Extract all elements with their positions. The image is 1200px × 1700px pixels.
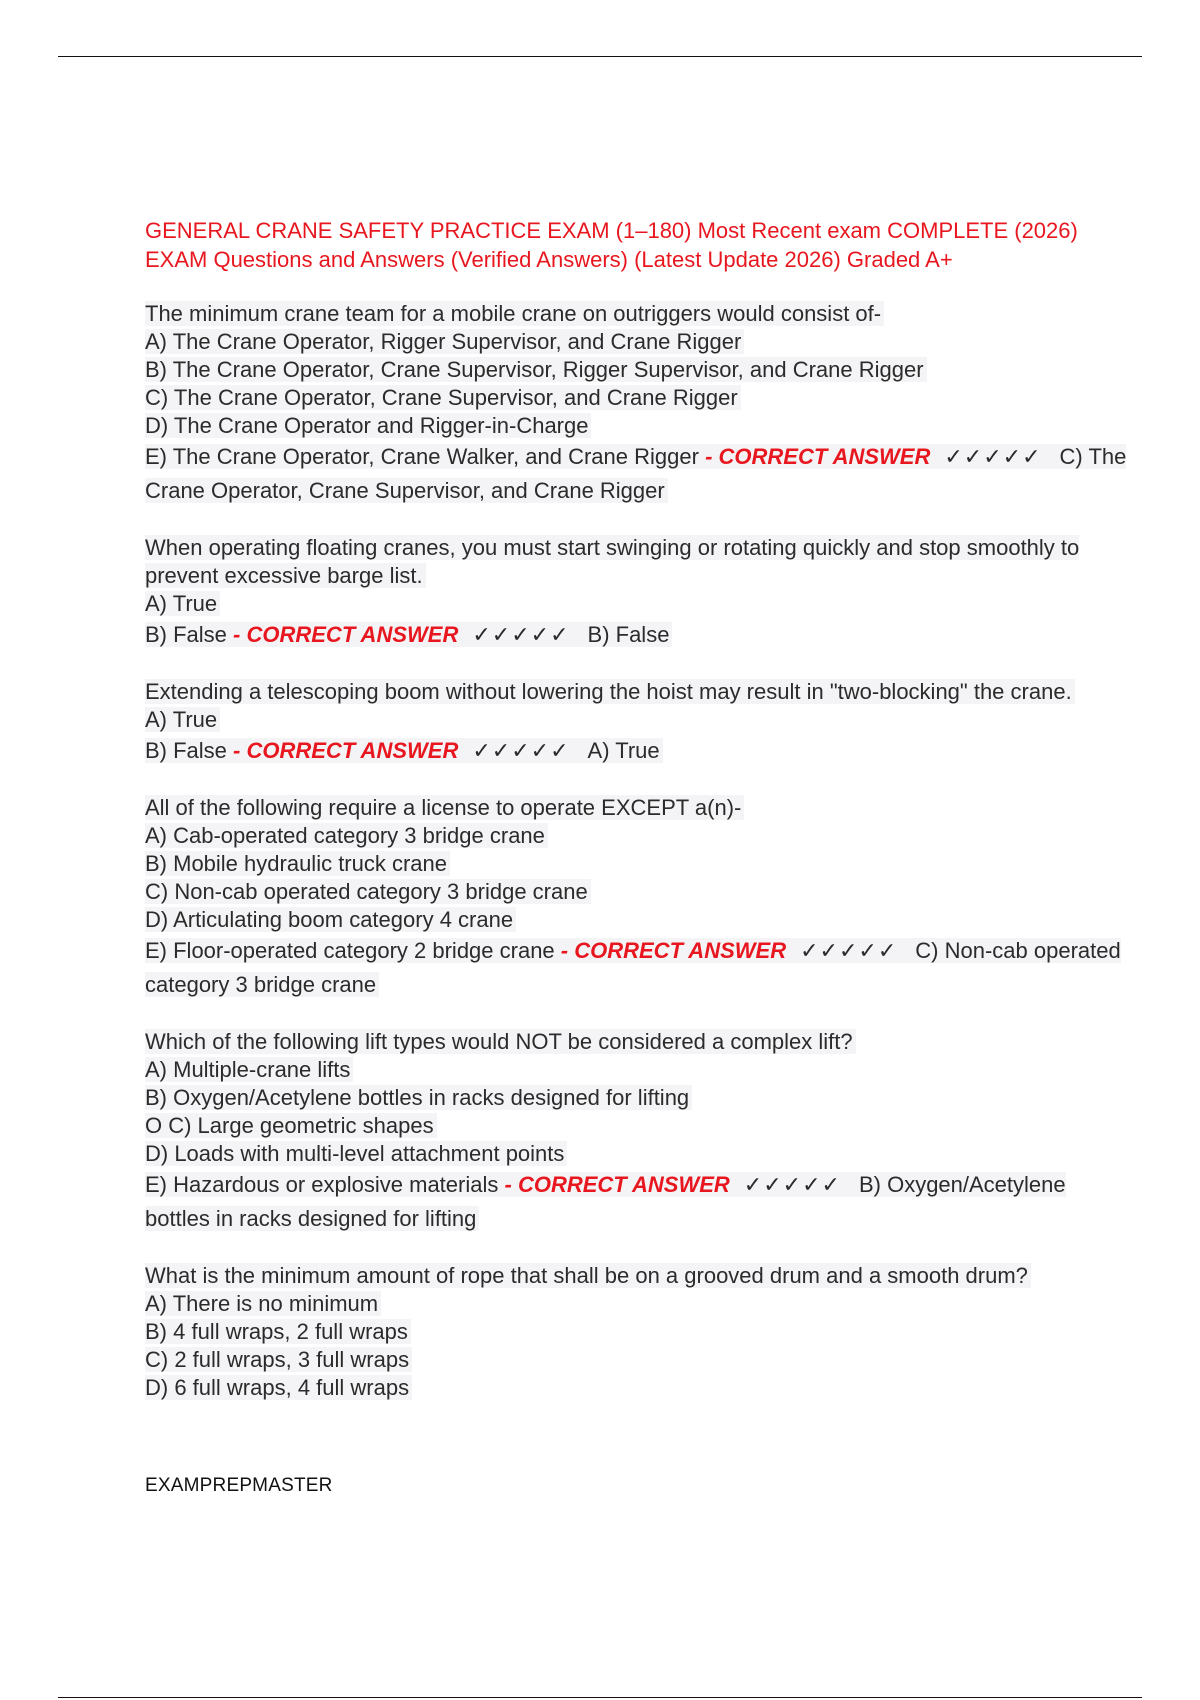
question-block bbox=[145, 300, 1130, 508]
checkmarks-icon: ✓✓✓✓✓ bbox=[743, 1172, 841, 1197]
answer-option: A) True bbox=[145, 591, 220, 616]
answer-option: A) Multiple-crane lifts bbox=[145, 1057, 353, 1082]
answer-option: D) The Crane Operator and Rigger-in-Charge bbox=[145, 413, 591, 438]
answer-option: A) True bbox=[145, 707, 220, 732]
question-prompt: Extending a telescoping boom without lowering the hoist may result in "two-blocking" the crane. bbox=[145, 679, 1075, 704]
answer-option: A) There is no minimum bbox=[145, 1291, 381, 1316]
question-block bbox=[145, 1262, 1130, 1402]
header-rule bbox=[58, 56, 1142, 57]
checkmarks-icon: ✓✓✓✓✓ bbox=[800, 938, 898, 963]
question-block bbox=[145, 1028, 1130, 1236]
question-prompt: Which of the following lift types would NOT be considered a complex lift? bbox=[145, 1029, 856, 1054]
correct-answer-text: C) The Crane Operator, Crane Supervisor, and Crane Rigger bbox=[145, 444, 1127, 503]
answer-option: C) The Crane Operator, Crane Supervisor, and Crane Rigger bbox=[145, 385, 741, 410]
question-prompt: All of the following require a license to operate EXCEPT a(n)- bbox=[145, 795, 744, 820]
correct-answer-label: - CORRECT ANSWER bbox=[233, 738, 459, 763]
question-block bbox=[145, 534, 1130, 652]
checkmarks-icon: ✓✓✓✓✓ bbox=[472, 622, 570, 647]
footer-rule bbox=[58, 1697, 1142, 1698]
answer-option: C) 2 full wraps, 3 full wraps bbox=[145, 1347, 412, 1372]
correct-answer-text: B) False bbox=[587, 622, 670, 647]
document-body bbox=[145, 216, 1130, 1428]
correct-answer-label: - CORRECT ANSWER bbox=[705, 444, 931, 469]
question-prompt: What is the minimum amount of rope that shall be on a grooved drum and a smooth drum? bbox=[145, 1263, 1031, 1288]
correct-answer-text: A) True bbox=[587, 738, 660, 763]
answer-option: E) The Crane Operator, Crane Walker, and Crane Rigger bbox=[145, 444, 699, 469]
answer-option: B) The Crane Operator, Crane Supervisor, Rigger Supervisor, and Crane Rigger bbox=[145, 357, 927, 382]
question-block bbox=[145, 794, 1130, 1002]
answer-option: A) Cab-operated category 3 bridge crane bbox=[145, 823, 548, 848]
answer-option: B) Oxygen/Acetylene bottles in racks designed for lifting bbox=[145, 1085, 692, 1110]
checkmarks-icon: ✓✓✓✓✓ bbox=[472, 738, 570, 763]
correct-answer-text: C) Non-cab operated category 3 bridge crane bbox=[145, 938, 1121, 997]
checkmarks-icon: ✓✓✓✓✓ bbox=[944, 444, 1042, 469]
correct-answer-label: - CORRECT ANSWER bbox=[504, 1172, 730, 1197]
correct-answer-label: - CORRECT ANSWER bbox=[233, 622, 459, 647]
correct-answer-text: B) Oxygen/Acetylene bottles in racks designed for lifting bbox=[145, 1172, 1066, 1231]
answer-option: A) The Crane Operator, Rigger Supervisor, and Crane Rigger bbox=[145, 329, 744, 354]
answer-option: B) Mobile hydraulic truck crane bbox=[145, 851, 450, 876]
answer-option: D) 6 full wraps, 4 full wraps bbox=[145, 1375, 412, 1400]
question-prompt: The minimum crane team for a mobile crane on outriggers would consist of- bbox=[145, 301, 884, 326]
answer-option: C) Non-cab operated category 3 bridge crane bbox=[145, 879, 591, 904]
answer-option: E) Hazardous or explosive materials bbox=[145, 1172, 499, 1197]
answer-option: B) False bbox=[145, 738, 227, 763]
correct-answer-label: - CORRECT ANSWER bbox=[560, 938, 787, 963]
answer-option: B) 4 full wraps, 2 full wraps bbox=[145, 1319, 411, 1344]
exam-title: GENERAL CRANE SAFETY PRACTICE EXAM (1–180) Most Recent exam COMPLETE (2026) EXAM Questions and Answers (Verified Answers) (Latest Update 2026) Graded A+ bbox=[145, 218, 1078, 272]
answer-option: E) Floor-operated category 2 bridge crane bbox=[145, 938, 555, 963]
footer-watermark: EXAMPREPMASTER bbox=[145, 1475, 333, 1496]
question-prompt: When operating floating cranes, you must start swinging or rotating quickly and stop smoothly to prevent excessive barge list. bbox=[145, 535, 1080, 588]
question-block bbox=[145, 678, 1130, 768]
answer-option: B) False bbox=[145, 622, 227, 647]
answer-option: D) Loads with multi-level attachment points bbox=[145, 1141, 567, 1166]
answer-option: D) Articulating boom category 4 crane bbox=[145, 907, 516, 932]
answer-option: O C) Large geometric shapes bbox=[145, 1113, 437, 1138]
